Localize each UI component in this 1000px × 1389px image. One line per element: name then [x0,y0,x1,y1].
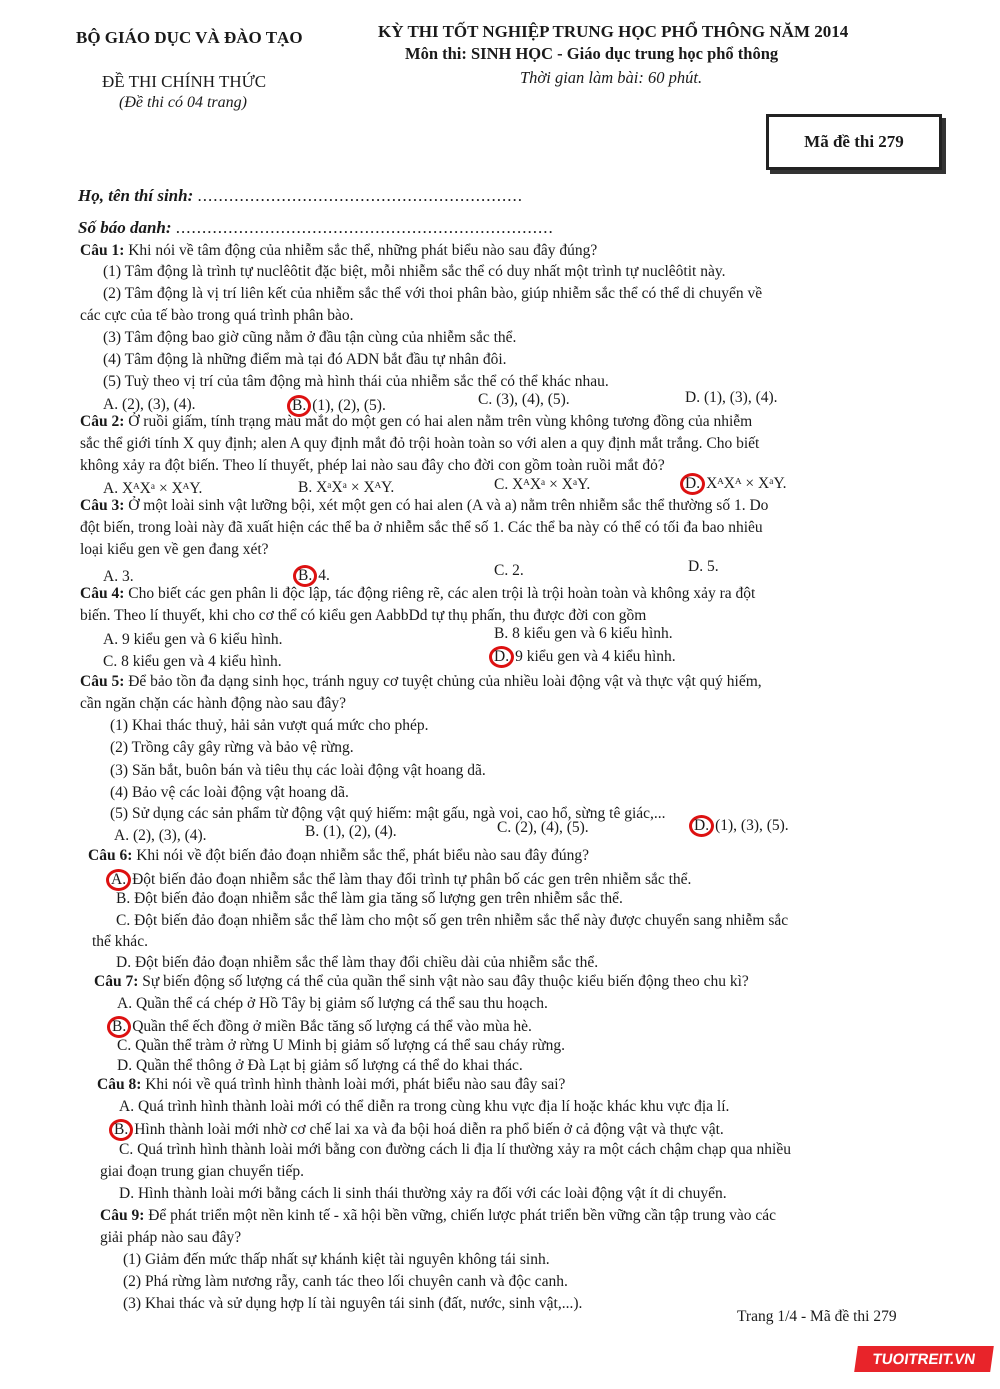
candidate-id-dots: ........................................................................ [175,218,554,237]
q5-option-a: A. (2), (3), (4). [114,827,207,844]
q1-option-b: B. (1), (2), (5). [292,395,386,417]
q9-stem-line: giải pháp nào sau đây? [100,1229,242,1246]
answer-mark: D. [489,646,514,668]
q9-stem: Câu 9: Để phát triển một nền kinh tế - xã hội bền vững, chiến lược phát triển bền vững cần tập trung vào các [100,1207,777,1224]
q2-stem: Câu 2: Ở ruồi giấm, tính trạng màu mắt do một gen có hai alen nằm trên vùng không tương đồng của nhiễm [80,413,753,430]
q4-option-b: B. 8 kiểu gen và 6 kiểu hình. [494,625,673,642]
q7-option-b: B. Quần thể ếch đồng ở miền Bắc tăng số lượng cá thể vào mùa hè. [112,1016,532,1038]
q5-stem: Câu 5: Để bảo tồn đa dạng sinh học, tránh nguy cơ tuyệt chủng của nhiều loài động vật và thực vật quý hiếm, [80,673,762,690]
candidate-name-field [78,186,523,206]
q3-option-d: D. 5. [688,558,719,575]
q6-option-c: C. Đột biến đảo đoạn nhiễm sắc thể làm cho một số gen trên nhiễm sắc thể này được chuyển sang nhiễm sắc [116,912,789,929]
q1-statement: (3) Tâm động bao giờ cũng nằm ở đầu tận cùng của nhiễm sắc thể. [103,329,517,346]
exam-subject: Môn thi: SINH HỌC - Giáo dục trung học phổ thông [405,44,779,63]
ministry-name: BỘ GIÁO DỤC VÀ ĐÀO TẠO [76,28,303,47]
q7-option-c: C. Quần thể tràm ở rừng U Minh bị giảm số lượng cá thể sau cháy rừng. [117,1037,565,1054]
q5-option-d: D. (1), (3), (5). [694,815,789,837]
page-count: (Đề thi có 04 trang) [119,94,247,111]
q9-statement: (3) Khai thác và sử dụng hợp lí tài nguyên tái sinh (đất, nước, sinh vật,...). [123,1295,583,1312]
exam-time: Thời gian làm bài: 60 phút. [520,68,703,87]
q1-statement: (5) Tuỳ theo vị trí của tâm động mà hình thái của nhiễm sắc thể có thể khác nhau. [103,373,609,390]
q4-option-a: A. 9 kiểu gen và 6 kiểu hình. [103,631,283,648]
q4-option-d: D. 9 kiểu gen và 4 kiểu hình. [494,646,676,668]
q4-option-c: C. 8 kiểu gen và 4 kiểu hình. [103,653,282,670]
q8-stem: Câu 8: Khi nói về quá trình hình thành loài mới, phát biểu nào sau đây sai? [97,1076,566,1093]
q4-stem-line: biến. Theo lí thuyết, khi cho cơ thể có kiểu gen AabbDd tự thụ phấn, thu được đời con gồm [80,607,647,624]
q5-statement: (5) Sử dụng các sản phẩm từ động vật quý hiếm: mật gấu, ngà voi, cao hổ, sừng tê giác,... [110,805,666,822]
q9-statement: (1) Giảm đến mức thấp nhất sự khánh kiệt tài nguyên không tái sinh. [123,1251,550,1268]
site-watermark: TUOITREIT.VN [854,1346,994,1372]
q3-stem: Câu 3: Ở một loài sinh vật lưỡng bội, xét một gen có hai alen (A và a) nằm trên nhiễm sắc thể thường số 1. Do [80,497,769,514]
q7-option-d: D. Quần thể thông ở Đà Lạt bị giảm số lượng cá thể do khai thác. [117,1057,523,1074]
q6-option-d: D. Đột biến đảo đoạn nhiễm sắc thể làm thay đổi chiều dài của nhiễm sắc thể. [116,954,599,971]
answer-mark: B. [293,565,317,587]
official-label: ĐỀ THI CHÍNH THỨC [102,72,267,91]
q8-option-d: D. Hình thành loài mới bằng cách li sinh thái thường xảy ra đối với các loài động vật ít di chuyển. [119,1185,727,1202]
q1-statement: (2) Tâm động là vị trí liên kết của nhiễm sắc thể với thoi phân bào, giúp nhiễm sắc thể có thể di chuyển về [103,285,763,302]
q8-option-b: B. Hình thành loài mới nhờ cơ chế lai xa và đa bội hoá diễn ra phổ biến ở cả động vật và thực vật. [114,1119,724,1141]
q5-option-b: B. (1), (2), (4). [305,823,397,840]
answer-mark: B. [109,1119,133,1141]
q2-option-c: C. XᴬXᵃ × XᵃY. [494,476,591,493]
q5-statement: (4) Bảo vệ các loài động vật hoang dã. [110,784,349,801]
q3-option-c: C. 2. [494,562,524,579]
q1-option-d: D. (1), (3), (4). [685,389,778,406]
q2-stem-line: sắc thể giới tính X quy định; alen A quy định mắt đỏ trội hoàn toàn so với alen a quy định mắt trắng. Cho biết [80,435,760,452]
exam-code: Mã đề thi 279 [804,132,904,151]
answer-mark: B. [107,1016,131,1038]
q2-option-a: A. XᴬXᵃ × XᴬY. [103,480,203,497]
q6-option-b: B. Đột biến đảo đoạn nhiễm sắc thể làm gia tăng số lượng gen trên nhiễm sắc thể. [116,890,623,907]
answer-mark: B. [287,395,311,417]
q6-option-c-cont: thể khác. [92,933,148,950]
q6-option-a: A. Đột biến đảo đoạn nhiễm sắc thể làm thay đổi trình tự phân bố các gen trên nhiễm sắc thể. [111,869,691,891]
q9-statement: (2) Phá rừng làm nương rẫy, canh tác theo lối chuyên canh và độc canh. [123,1273,568,1290]
q8-option-a: A. Quá trình hình thành loài mới có thể diễn ra trong cùng khu vực địa lí hoặc khác khu vực địa lí. [119,1098,730,1115]
q5-statement: (2) Trồng cây gây rừng và bảo vệ rừng. [110,739,354,756]
q3-option-a: A. 3. [103,568,134,585]
candidate-name-label: Họ, tên thí sinh: [78,186,194,205]
q1-statement: (4) Tâm động là những điểm mà tại đó ADN bắt đầu tự nhân đôi. [103,351,507,368]
answer-mark: D. [680,473,705,495]
exam-title: KỲ THI TỐT NGHIỆP TRUNG HỌC PHỔ THÔNG NĂM 2014 [378,22,849,41]
q8-option-c-cont: giai đoạn trung gian chuyển tiếp. [100,1163,305,1180]
q1-option-c: C. (3), (4), (5). [478,391,570,408]
q3-option-b: B. 4. [298,565,330,587]
q1-option-a: A. (2), (3), (4). [103,396,196,413]
q2-stem-line: không xảy ra đột biến. Theo lí thuyết, phép lai nào sau đây cho đời con gồm toàn ruồi mắt đỏ? [80,457,665,474]
candidate-id-field [78,218,554,238]
q5-statement: (1) Khai thác thuỷ, hải sản vượt quá mức cho phép. [110,717,429,734]
candidate-id-label: Số báo danh: [78,218,172,237]
answer-mark: D. [689,815,714,837]
q3-stem-line: loại kiểu gen về gen đang xét? [80,541,269,558]
answer-mark: A. [106,869,131,891]
q1-statement: các cực của tế bào trong quá trình phân bào. [80,307,354,324]
q1-statement: (1) Tâm động là trình tự nuclêôtit đặc biệt, mỗi nhiễm sắc thể có duy nhất một trình tự nuclêôtit này. [103,263,726,280]
candidate-name-dots: .............................................................. [197,186,524,205]
q7-option-a: A. Quần thể cá chép ở Hồ Tây bị giảm số lượng cá thể sau thu hoạch. [117,995,548,1012]
q5-stem-line: cần ngăn chặn các hành động nào sau đây? [80,695,346,712]
q4-stem: Câu 4: Cho biết các gen phân li độc lập, tác động riêng rẽ, các alen trội là trội hoàn toàn và không xảy ra đột [80,585,756,602]
page-footer: Trang 1/4 - Mã đề thi 279 [737,1308,897,1325]
q2-option-d: D. XᴬXᴬ × XᵃY. [685,473,787,495]
q8-option-c: C. Quá trình hình thành loài mới bằng con đường cách li địa lí thường xảy ra một cách chậm chạp qua nhiều [119,1141,791,1158]
q2-option-b: B. XᵃXᵃ × XᴬY. [298,479,395,496]
q3-stem-line: đột biến, trong loài này đã xuất hiện các thể ba ở nhiễm sắc thể số 1. Các thể ba này có thể có tối đa bao nhiêu [80,519,763,536]
exam-code-box [766,114,942,170]
q7-stem: Câu 7: Sự biến động số lượng cá thể của quần thể sinh vật nào sau đây thuộc kiểu biến động theo chu kì? [94,973,749,990]
q5-statement: (3) Săn bắt, buôn bán và tiêu thụ các loài động vật hoang dã. [110,762,486,779]
q5-option-c: C. (2), (4), (5). [497,819,589,836]
q1-stem: Câu 1: Khi nói về tâm động của nhiễm sắc thể, những phát biểu nào sau đây đúng? [80,242,598,259]
q6-stem: Câu 6: Khi nói về đột biến đảo đoạn nhiễm sắc thể, phát biểu nào sau đây đúng? [88,847,590,864]
